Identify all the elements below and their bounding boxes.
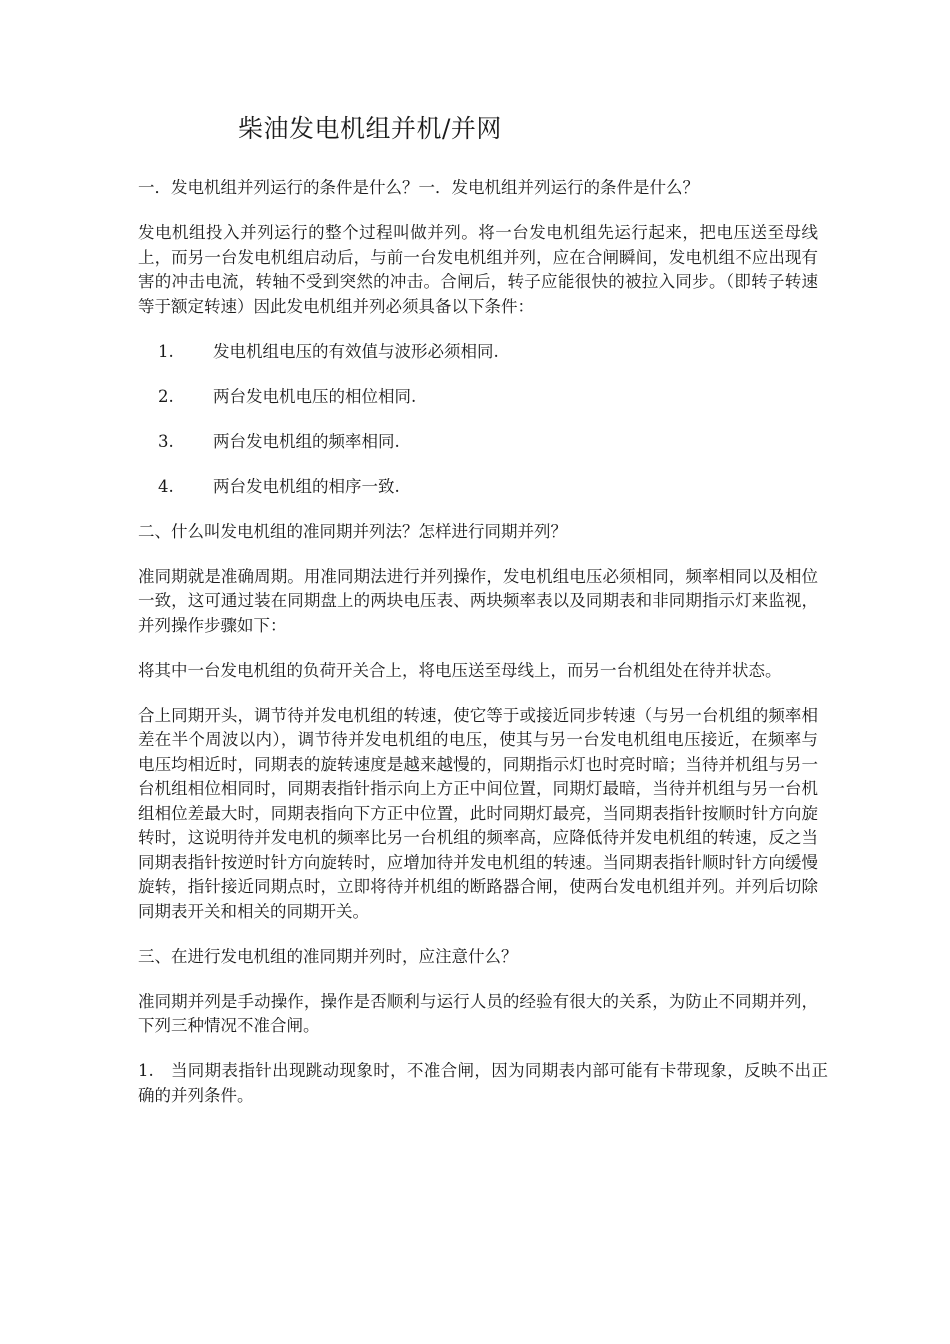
section-heading-3: 三、在进行发电机组的准同期并列时，应注意什么？ [138, 946, 518, 966]
list-text: 两台发电机组的频率相同. [213, 431, 400, 451]
paragraph-3: 将其中一台发电机组的负荷开关合上，将电压送至母线上，而另一台机组处在待并状态。 [138, 660, 782, 680]
section-heading-2: 二、什么叫发电机组的准同期并列法？怎样进行同期并列？ [138, 521, 567, 541]
list-number: 2. [158, 386, 174, 406]
paragraph-6: 1. 当同期表指针出现跳动现象时，不准合闸，因为同期表内部可能有卡带现象，反映不出正确的并列条件。 [138, 1061, 828, 1105]
paragraph-1: 发电机组投入并列运行的整个过程叫做并列。将一台发电机组先运行起来，把电压送至母线上，而另一台发电机组启动后，与前一台发电机组并列，应在合闸瞬间，发电机组不应出现有害的冲击电流，转轴不受到突然的冲击。合闸后，转子应能很快的被拉入同步。（即转子转速等于额定转速）因此发电机组并列必须具备以下条件： [138, 223, 818, 316]
list-item [138, 430, 818, 455]
list-number: 1. [158, 341, 174, 361]
list-text: 两台发电机组的相序一致. [213, 476, 400, 496]
document-body [138, 176, 828, 1129]
document-title: 柴油发电机组并机/并网 [238, 114, 502, 143]
paragraph-4: 合上同期开头，调节待并发电机组的转速，使它等于或接近同步转速（与另一台机组的频率相差在半个周波以内），调节待并发电机组的电压，使其与另一台发电机组电压接近，在频率与电压均相近时，同期表的旋转速度是越来越慢的，同期指示灯也时亮时暗；当待并机组与另一台机组相位相同时，同期表指针指示向上方正中间位置，同期灯最暗，当待并机组与另一台机组相位差最大时，同期表指向下方正中位置，此时同期灯最亮，当同期表指针按顺时针方向旋转时，这说明待并发电机的频率比另一台机组的频率高，应降低待并发电机组的转速，反之当同期表指针按逆时针方向旋转时，应增加待并发电机组的转速。当同期表指针顺时针方向缓慢旋转，指针接近同期点时，立即将待并机组的断路器合闸，使两台发电机组并列。并列后切除同期表开关和相关的同期开关。 [138, 705, 818, 921]
section-heading-1: 一．发电机组并列运行的条件是什么？一．发电机组并列运行的条件是什么？ [138, 178, 699, 197]
list-item [138, 340, 818, 365]
list-item [138, 385, 818, 410]
list-text: 两台发电机电压的相位相同. [213, 386, 417, 406]
paragraph-2: 准同期就是准确周期。用准同期法进行并列操作，发电机组电压必须相同，频率相同以及相位一致，这可通过装在同期盘上的两块电压表、两块频率表以及同期表和非同期指示灯来监视，并列操作步骤如下： [138, 566, 818, 635]
list-text: 发电机组电压的有效值与波形必须相同. [213, 341, 499, 361]
list-number: 4. [158, 476, 174, 496]
list-item [138, 475, 818, 500]
list-number: 3. [158, 431, 174, 451]
paragraph-5: 准同期并列是手动操作，操作是否顺利与运行人员的经验有很大的关系，为防止不同期并列，下列三种情况不准合闸。 [138, 991, 818, 1035]
